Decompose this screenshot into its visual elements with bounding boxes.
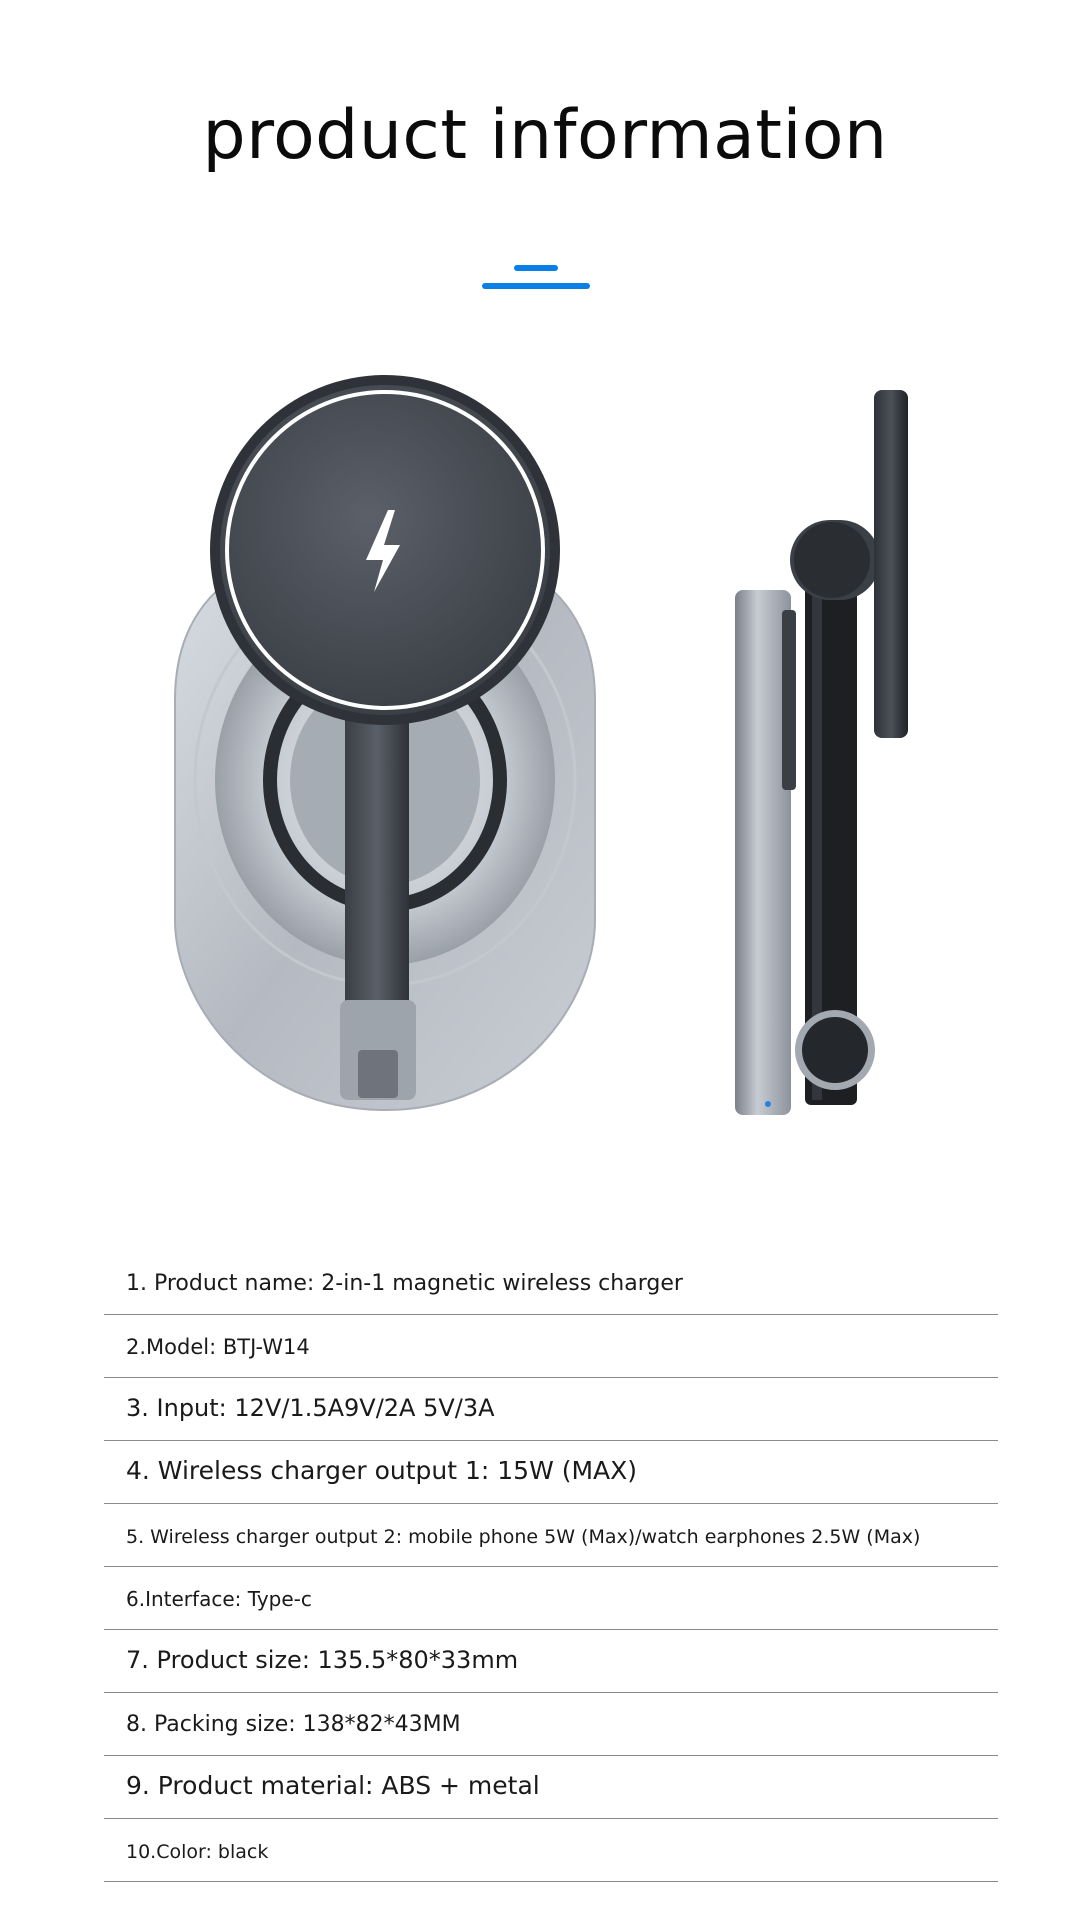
spec-row-output-1 bbox=[104, 1441, 998, 1504]
charger-front-view bbox=[175, 375, 595, 1110]
title-accent-line-long bbox=[482, 283, 590, 289]
spec-row-packing-size bbox=[104, 1693, 998, 1756]
spec-row-color bbox=[104, 1819, 998, 1882]
spec-text: 7. Product size: 135.5*80*33mm bbox=[126, 1646, 519, 1674]
spec-list bbox=[104, 1252, 998, 1882]
spec-row-output-2 bbox=[104, 1504, 998, 1567]
spec-row-interface bbox=[104, 1567, 998, 1630]
spec-text: 1. Product name: 2-in-1 magnetic wireless charger bbox=[126, 1271, 683, 1296]
page-title: product information bbox=[202, 96, 888, 175]
spec-row-input bbox=[104, 1378, 998, 1441]
spec-row-model bbox=[104, 1315, 998, 1378]
spec-text: 9. Product material: ABS + metal bbox=[126, 1771, 540, 1800]
spec-row-product-size bbox=[104, 1630, 998, 1693]
title-accent-line-short bbox=[514, 265, 558, 271]
spec-text: 10.Color: black bbox=[126, 1841, 269, 1863]
spec-text: 2.Model: BTJ-W14 bbox=[126, 1335, 310, 1359]
spec-text: 3. Input: 12V/1.5A9V/2A 5V/3A bbox=[126, 1394, 495, 1422]
spec-text: 6.Interface: Type-c bbox=[126, 1587, 312, 1611]
spec-text: 8. Packing size: 138*82*43MM bbox=[126, 1712, 461, 1737]
spec-row-product-name bbox=[104, 1252, 998, 1315]
product-illustration bbox=[0, 360, 1090, 1120]
spec-row-material bbox=[104, 1756, 998, 1819]
spec-text: 4. Wireless charger output 1: 15W (MAX) bbox=[126, 1456, 638, 1485]
charger-side-view bbox=[735, 390, 908, 1115]
spec-text: 5. Wireless charger output 2: mobile phone 5W (Max)/watch earphones 2.5W (Max) bbox=[126, 1526, 921, 1548]
